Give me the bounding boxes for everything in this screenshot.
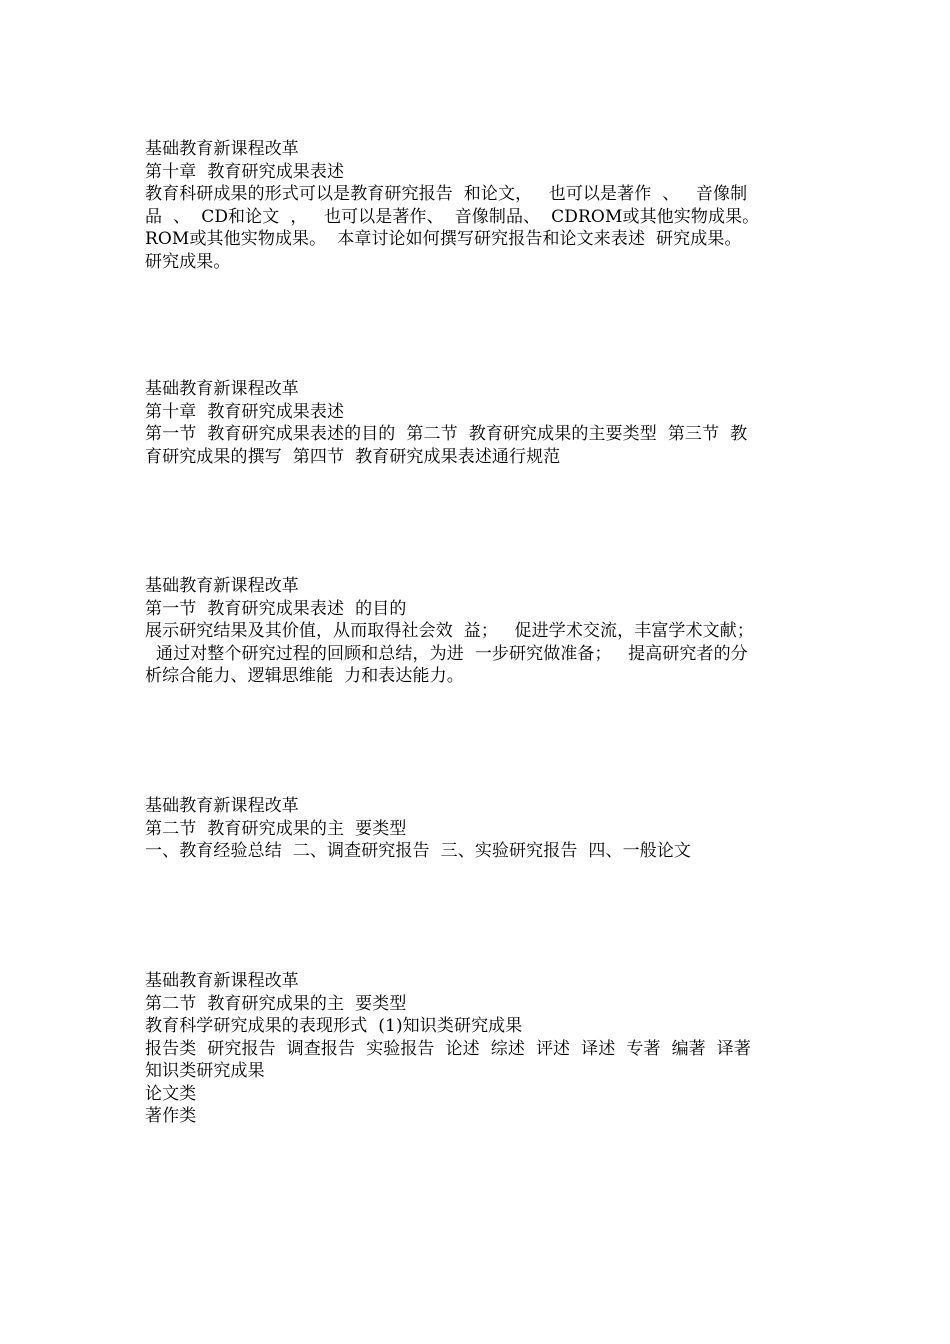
slide-section-2: [145, 378, 810, 468]
body-line: 报告类 研究报告 调查报告 实验报告 论述 综述 评述 译述 专著 编著 译著: [145, 1038, 751, 1059]
body-line: 知识类研究成果: [145, 1061, 265, 1081]
section-title: 第一节 教育研究成果表述 的目的: [145, 598, 407, 619]
body-line: 通过对整个研究过程的回顾和总结，为进 一步研究做准备； 提高研究者的分: [145, 643, 748, 664]
slide-section-5: [145, 970, 810, 1128]
body-line: 一、教育经验总结 二、调查研究报告 三、实验研究报告 四、一般论文: [145, 841, 692, 861]
body-line: 品 、 CD和论文 ， 也可以是著作、 音像制品、 CDROM或其他实物成果。: [145, 206, 760, 227]
body-line: 析综合能力、逻辑思维能 力和表达能力。: [145, 666, 464, 686]
body-line: 著作类: [145, 1106, 197, 1126]
body-line: 教育科学研究成果的表现形式 (1)知识类研究成果: [145, 1016, 523, 1036]
body-line: 教育科研成果的形式可以是教育研究报告 和论文， 也可以是著作 、 音像制: [145, 184, 748, 204]
slide-section-4: [145, 795, 810, 863]
section-header: 基础教育新课程改革: [145, 796, 299, 816]
body-line: 展示研究结果及其价值，从而取得社会效 益； 促进学术交流，丰富学术文献；: [145, 621, 754, 641]
section-title: 第十章 教育研究成果表述: [145, 401, 345, 422]
body-line: 育研究成果的撰写 第四节 教育研究成果表述通行规范: [145, 446, 561, 467]
body-line: 研究成果。: [145, 251, 231, 272]
section-header: 基础教育新课程改革: [145, 379, 299, 399]
body-line: 第一节 教育研究成果表述的目的 第二节 教育研究成果的主要类型 第三节 教: [145, 424, 748, 444]
section-title: 第二节 教育研究成果的主 要类型: [145, 993, 407, 1014]
slide-section-1: [145, 138, 810, 273]
section-header: 基础教育新课程改革: [145, 971, 299, 991]
section-title: 第二节 教育研究成果的主 要类型: [145, 818, 407, 839]
section-header: 基础教育新课程改革: [145, 139, 299, 159]
body-line: ROM或其他实物成果。 本章讨论如何撰写研究报告和论文来表述 研究成果。: [145, 229, 742, 249]
body-line: 论文类: [145, 1083, 197, 1104]
slide-section-3: [145, 575, 810, 688]
section-header: 基础教育新课程改革: [145, 576, 299, 596]
section-title: 第十章 教育研究成果表述: [145, 161, 345, 182]
